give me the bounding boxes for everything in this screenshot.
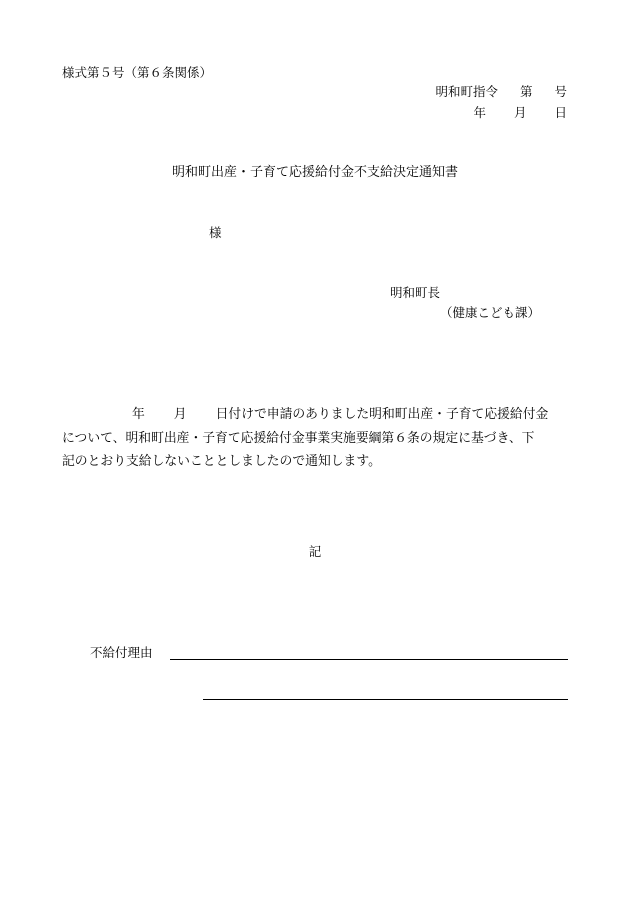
form-number: 様式第５号（第６条関係） — [62, 65, 213, 80]
reason-line-1 — [170, 659, 568, 660]
body-line-1-text: 日付けで申請のありました明和町出産・子育て応援給付金 — [215, 407, 549, 422]
command-number-line — [435, 86, 567, 99]
body-year: 年 — [132, 407, 145, 422]
notice-body — [62, 403, 570, 474]
reason-line-2 — [203, 699, 568, 700]
body-line-3: 記のとおり支給しないこととしましたので通知します。 — [62, 454, 381, 469]
sender-department: （健康こども課） — [440, 305, 541, 320]
command-prefix: 明和町指令 — [435, 84, 498, 99]
date-month: 月 — [513, 105, 527, 120]
body-line-1 — [62, 403, 570, 427]
document-title: 明和町出産・子育て応援給付金不支給決定通知書 — [171, 165, 458, 180]
body-month: 月 — [173, 407, 187, 422]
command-go: 号 — [554, 84, 567, 99]
reason-label: 不給付理由 — [90, 645, 153, 660]
recipient-suffix: 様 — [209, 225, 222, 240]
issue-date-line — [473, 107, 567, 120]
ki-heading: 記 — [308, 544, 322, 559]
body-line-2: について、明和町出産・子育て応援給付金事業実施要綱第６条の規定に基づき、下 — [62, 430, 535, 446]
sender-name: 明和町長 — [390, 285, 441, 300]
date-day: 日 — [554, 105, 567, 120]
date-year: 年 — [473, 105, 486, 120]
command-dai: 第 — [519, 84, 533, 99]
